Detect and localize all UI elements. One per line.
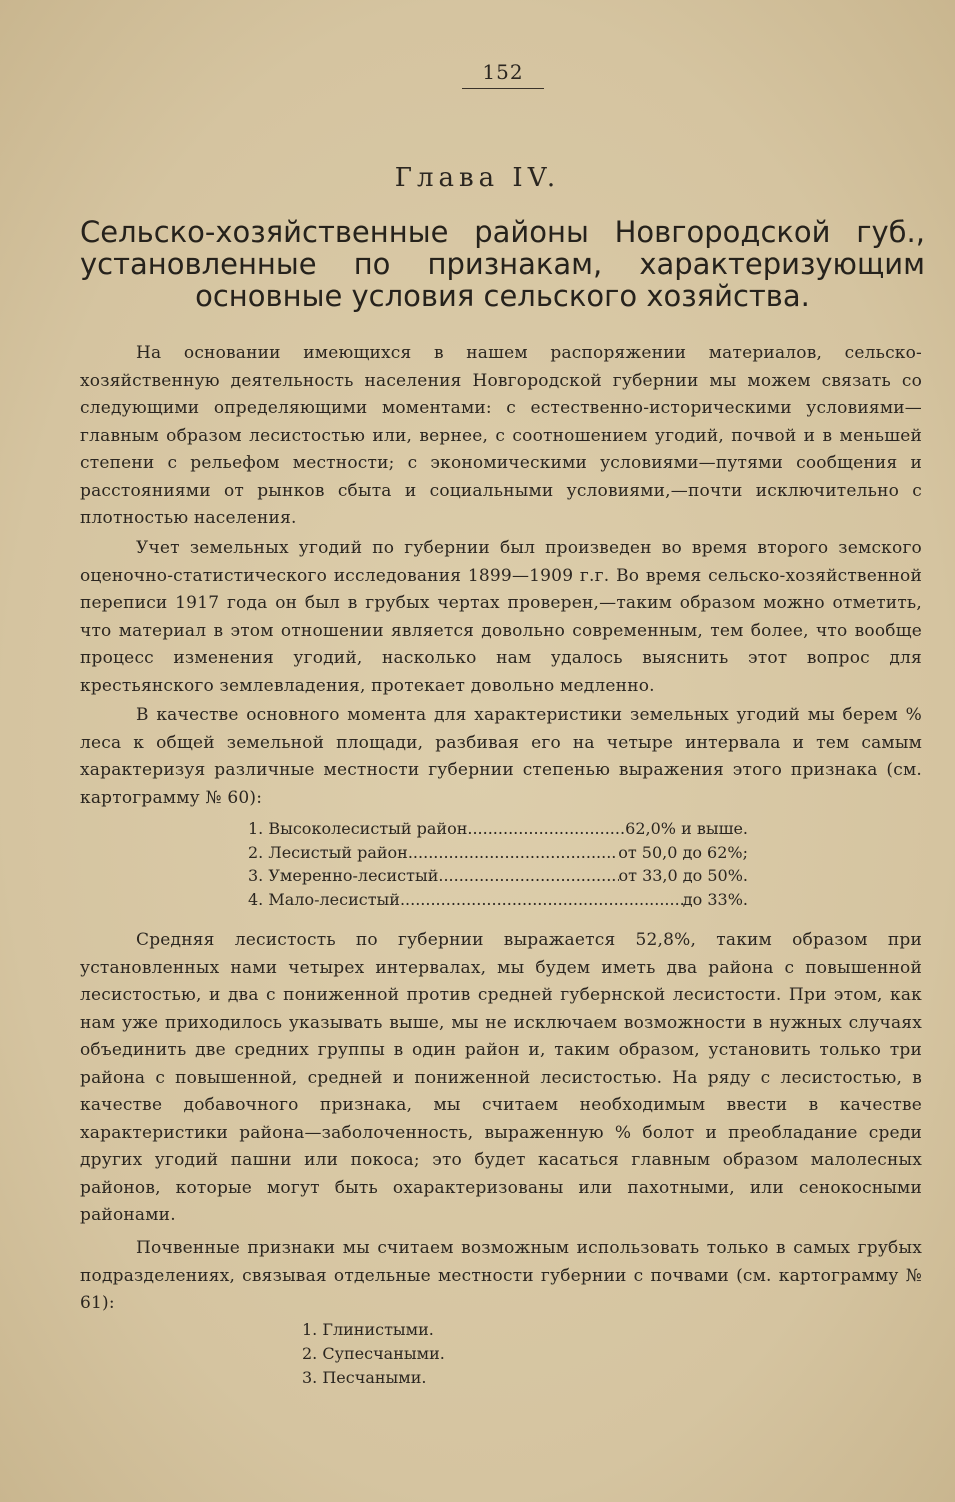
paragraph-5: Почвенные признаки мы считаем возможным использовать только в самых грубых подразделениях, связывая отдельные местности губернии с почвами (см. картограмму № 61): [80, 1238, 922, 1313]
list-item: 1. Глинистыми. [302, 1320, 434, 1339]
chapter-title: Глава IV. [394, 163, 561, 193]
chapter-heading: Сельско-хозяйственные районы Новгородской губ., установленные по признакам, характеризующим основные условия сельского хозяйства. [80, 215, 925, 313]
paragraph-3: В качестве основного момента для характеристики земельных угодий мы берем % леса к общей земельной площади, разбивая его на четыре интервала и тем самым характеризуя различные местности губернии степенью выражения этого признака (см. картограмму № 60): [80, 705, 922, 808]
list-item: 3. Песчаными. [302, 1368, 427, 1387]
forest-interval-list [248, 817, 748, 911]
page-number: 152 [482, 60, 524, 84]
paragraph-1: На основании имеющихся в нашем распоряжении материалов, сельско-хозяйственную деятельность населения Новгородской губернии мы можем связать со следующими определяющими моментами: с естественно-историческими условиями— главным образом лесистостью или, вернее, с соотношением угодий, почвой и в меньшей степени с рельефом местности; с экономическими условиями—путями сообщения и расстояниями от рынков сбыта и социальными условиями,—почти исключительно с плотностью населения. [80, 343, 922, 528]
paragraph-4: Средняя лесистость по губернии выражается 52,8%, таким образом при установленных нами четырех интервалах, мы будем иметь два района с повышенной лесистостью, и два с пониженной против средней губернской лесистости. При этом, как нам уже приходилось указывать выше, мы не исключаем возможности в нужных случаях объединить две средних группы в один район и, таким образом, установить только три района с повышенной, средней и пониженной лесистостью. На ряду с лесистостью, в качестве добавочного признака, мы считаем необходимым ввести в качестве характеристики района—заболоченность, выраженную % болот и преобладание среди других угодий пашни или покоса; это будет касаться главным образом малолесных районов, которые могут быть охарактеризованы или пахотными, или сенокосными районами. [80, 930, 922, 1225]
soil-type-list [302, 1318, 602, 1390]
list-item: 3. Умеренно-лесистый ..... от 33,0 до 50%. [248, 864, 748, 888]
page-number-rule [462, 88, 544, 89]
list-item: 2. Лесистый район ..... от 50,0 до 62%; [248, 841, 748, 865]
paragraph-2: Учет земельных угодий по губернии был произведен во время второго земского оценочно-статистического исследования 1899—1909 г.г. Во время сельско-хозяйственной переписи 1917 года он был в грубых чертах проверен,—таким образом можно отметить, что материал в этом отношении является довольно современным, тем более, что вообще процесс изменения угодий, насколько нам удалось выяснить этот вопрос для крестьянского землевладения, протекает довольно медленно. [80, 538, 922, 696]
list-item: 2. Супесчаными. [302, 1344, 445, 1363]
list-item: 1. Высоколесистый район ..... 62,0% и выше. [248, 817, 748, 841]
list-item: 4. Мало-лесистый ..... до 33%. [248, 888, 748, 912]
